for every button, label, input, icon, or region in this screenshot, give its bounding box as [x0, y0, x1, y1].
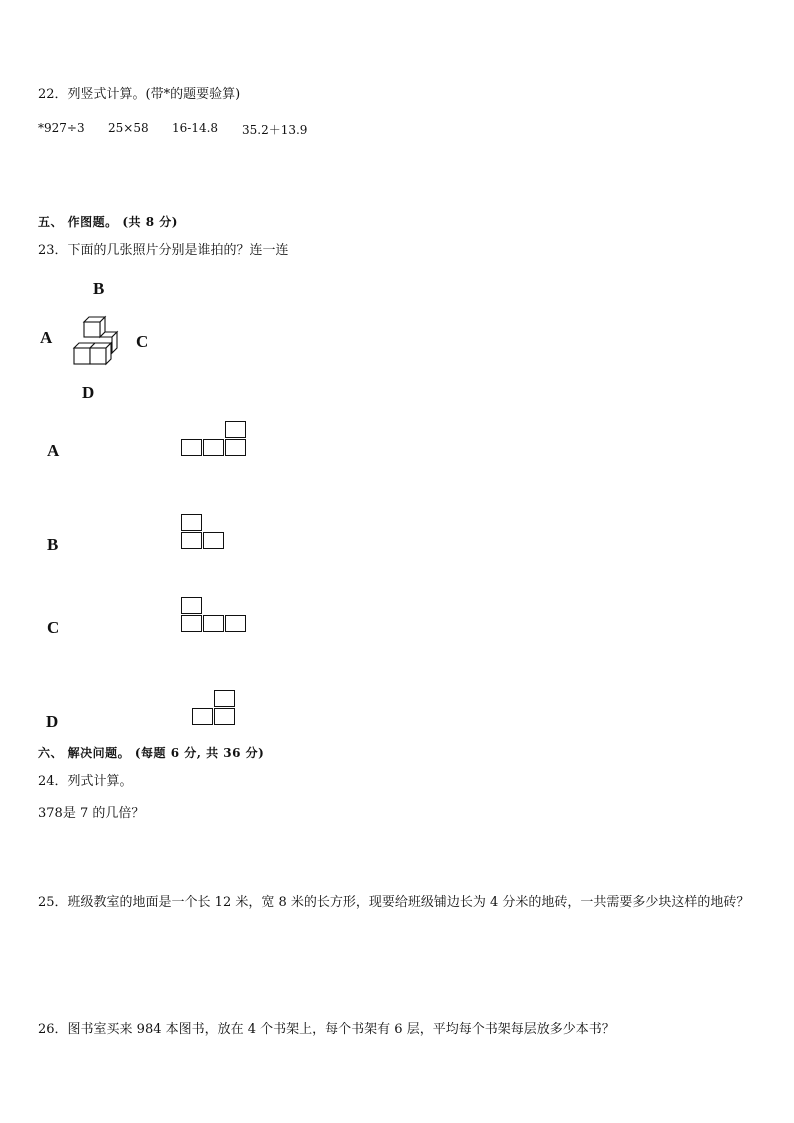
view-a-square: [225, 439, 246, 456]
view-c-square: [225, 615, 246, 632]
position-label-b: B: [93, 279, 105, 298]
q24-title: 24．列式计算。: [38, 774, 133, 789]
view-label-c: C: [47, 618, 60, 637]
q25-text: 25．班级教室的地面是一个长 12 米，宽 8 米的长方形，现要给班级铺边长为 4 分米的地砖，一共需要多少块这样的地砖？: [38, 895, 750, 910]
section-6-heading: 六、 解决问题。 (每题 6 分, 共 36 分): [38, 746, 265, 760]
view-a-square: [181, 439, 202, 456]
view-label-b: B: [47, 535, 59, 554]
q26-text: 26．图书室买来 984 本图书，放在 4 个书架上，每个书架有 6 层，平均每个书架每层放多少本书？: [38, 1022, 615, 1037]
view-c-square: [181, 597, 202, 614]
view-label-d: D: [46, 712, 59, 731]
view-b-square: [203, 532, 224, 549]
q22-item-2: 25×58: [108, 121, 149, 135]
q22-item-1: *927÷3: [38, 121, 85, 135]
view-b-square: [181, 532, 202, 549]
view-d-grid: [192, 690, 240, 727]
view-a-square: [203, 439, 224, 456]
view-a-square: [225, 421, 246, 438]
view-b-square: [181, 514, 202, 531]
position-label-c: C: [136, 332, 149, 351]
q24-text: 378是 7 的几倍？: [38, 806, 145, 821]
view-b-grid: [181, 514, 229, 550]
cube-stack-figure: [70, 312, 122, 368]
view-d-square: [214, 690, 235, 707]
view-c-square: [203, 615, 224, 632]
q22-item-4: 35.2＋13.9: [242, 123, 308, 137]
q22-title: 22．列竖式计算。(带*的题要验算): [38, 87, 241, 102]
view-c-square: [181, 615, 202, 632]
q23-title: 23．下面的几张照片分别是谁拍的？连一连: [38, 243, 289, 258]
view-c-grid: [181, 597, 251, 633]
q22-item-3: 16-14.8: [172, 121, 219, 135]
position-label-a: A: [40, 328, 53, 347]
view-d-square: [214, 708, 235, 725]
section-5-heading: 五、 作图题。 (共 8 分): [38, 215, 178, 229]
position-label-d: D: [82, 383, 95, 402]
view-d-square: [192, 708, 213, 725]
view-a-grid: [181, 421, 251, 457]
view-label-a: A: [47, 441, 60, 460]
